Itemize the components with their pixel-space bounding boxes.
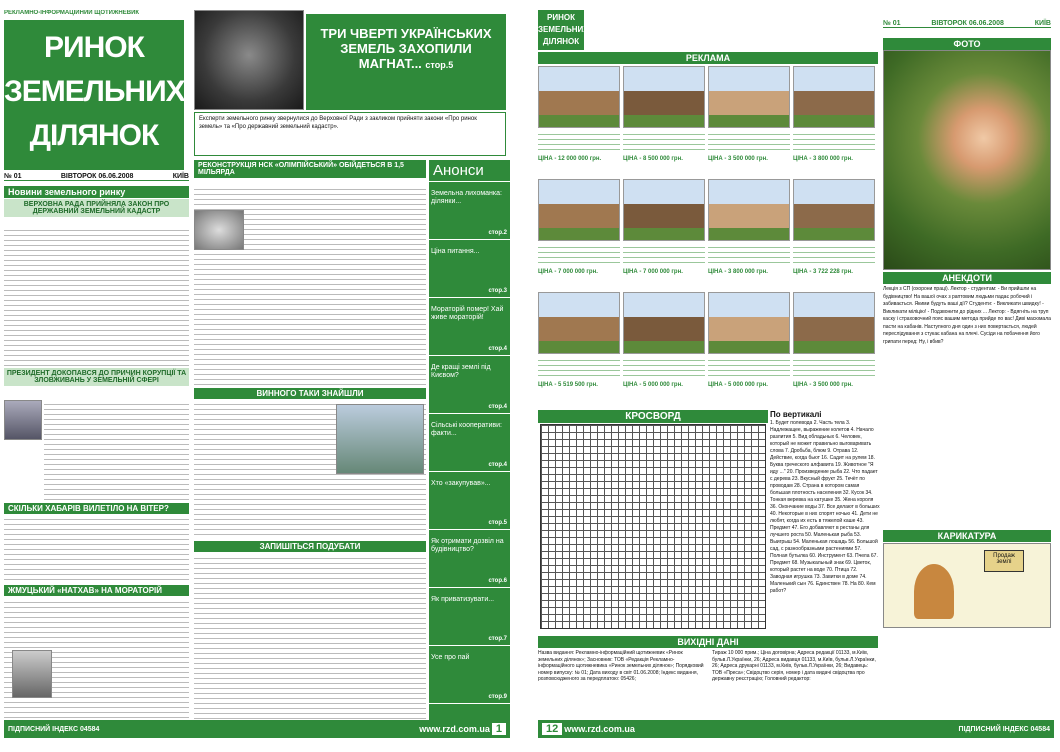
news3-body <box>4 515 189 583</box>
footer-url-p2[interactable]: www.rzd.com.ua <box>564 724 635 734</box>
jokes-body: Лекція з СП (охорони праці). Лектор - студентам: - Ви прийшли на будівництво! На вашої очах з раптовим людьми падає робочий і забивається. Якими будуть ваші дії? Студенти: - Викликати швидку! - Викликати міліцію! - Подзвонити до рідних ... Лектор: - Вдягніть на труп каску і страховочний пояс вашим метода прийде по вас! Диві масюмала пасти на кабанів. Наступного дня один з них повертається, людей переслідування з стукає кабана на плечі. Сусіди на побачення його грипати перед: Ну, і вбив? <box>883 286 1051 345</box>
ad-price: ЦІНА - 7 000 000 грн. <box>538 269 598 275</box>
announce-page-ref: стор.6 <box>488 578 507 584</box>
ads-section-title: РЕКЛАМА <box>538 52 878 64</box>
announce-page-ref: стор.2 <box>488 230 507 236</box>
ad-card[interactable] <box>708 66 790 176</box>
announce-item[interactable] <box>429 414 510 472</box>
announce-text: Ціна питання... <box>431 248 480 255</box>
announce-text: Усе про пай <box>431 654 470 661</box>
output-section-title: ВИХІДНІ ДАНІ <box>538 636 878 648</box>
crossword-vertical-title: По вертикалі <box>770 410 822 419</box>
ad-price: ЦІНА - 8 500 000 грн. <box>623 156 683 162</box>
ad-price: ЦІНА - 3 800 000 грн. <box>708 269 768 275</box>
ads-grid <box>538 66 878 406</box>
house-photo <box>623 66 705 128</box>
ad-price: ЦІНА - 3 500 000 грн. <box>793 382 853 388</box>
newspaper-page-1 <box>4 10 510 738</box>
ad-price: ЦІНА - 12 000 000 грн. <box>538 156 602 162</box>
cartoon-sign: Продаж землі <box>984 550 1024 572</box>
ad-card[interactable] <box>708 292 790 402</box>
logo-line-3: ДІЛЯНОК <box>29 119 159 152</box>
masthead-logo <box>4 20 184 170</box>
stadium-photo <box>194 210 244 250</box>
announce-page-ref: стор.4 <box>488 346 507 352</box>
house-photo <box>793 179 875 241</box>
girl-photo <box>883 50 1051 270</box>
ad-price: ЦІНА - 5 000 000 грн. <box>708 382 768 388</box>
newspaper-page-12 <box>538 10 1054 738</box>
announce-title: Анонси <box>429 160 510 182</box>
announce-page-ref: стор.5 <box>488 520 507 526</box>
house-photo <box>793 292 875 354</box>
ad-price: ЦІНА - 3 722 228 грн. <box>793 269 853 275</box>
house-photo <box>538 292 620 354</box>
announce-page-ref: стор.9 <box>488 694 507 700</box>
ad-price: ЦІНА - 5 000 000 грн. <box>623 382 683 388</box>
page-number-p2: 12 <box>542 723 562 735</box>
house-photo <box>708 179 790 241</box>
news2-body <box>44 400 189 500</box>
cartoon-image <box>883 543 1051 628</box>
ad-details <box>708 130 790 154</box>
issue-line-p2: № 01 ВІВТОРОК 06.06.2008 КИЇВ <box>883 20 1051 27</box>
ad-card[interactable] <box>538 179 620 289</box>
announce-text: Хто «закупував»... <box>431 480 491 487</box>
headline-page-ref: стор.5 <box>425 60 454 70</box>
news1-body <box>4 226 189 366</box>
ad-details <box>793 356 875 380</box>
ad-details <box>538 130 620 154</box>
announce-page-ref: стор.4 <box>488 404 507 410</box>
footer-url[interactable]: www.rzd.com.ua <box>419 724 490 734</box>
small-logo: РИНОК ЗЕМЕЛЬНИХ ДІЛЯНОК <box>538 10 584 50</box>
announce-text: Як приватизувати... <box>431 596 495 603</box>
topline: РЕКЛАМНО-ІНФОРМАЦІЙНИЙ ЩОТИЖНЕВИК <box>4 10 140 16</box>
logo-line-1: РИНОК <box>44 31 144 64</box>
announce-item[interactable] <box>429 530 510 588</box>
portrait-photo <box>12 650 52 698</box>
issue-date: ВІВТОРОК 06.06.2008 <box>60 173 134 180</box>
photo-section-title: ФОТО <box>883 38 1051 50</box>
logo-line-2: ЗЕМЕЛЬНИХ <box>4 75 185 108</box>
output-right: Тираж 10 000 прим.; Ціна договірна; Адреса редакції 01133, м.Київ, бульв.Л.Українки, 26; Адреса видавця 01133, м.Київ, бульв.Л.Українки, 26; Адреса друкарні 01133, м.Київ, бульв.Л.Українки, 26; Видавець: ТОВ «Преса»; Свідоцтво серія, номер і дата видачі свідоцтва про державну реєстрацію; Головний редактор: <box>712 650 876 682</box>
ad-details <box>623 356 705 380</box>
announce-page-ref: стор.4 <box>488 462 507 468</box>
crossword-grid[interactable] <box>540 424 766 629</box>
ad-card[interactable] <box>793 179 875 289</box>
announce-column <box>429 160 510 720</box>
announce-text: Де кращі землі під Києвом? <box>431 364 491 379</box>
president-photo <box>4 400 42 440</box>
announce-item[interactable] <box>429 646 510 704</box>
crossword-section-title: КРОСВОРД <box>538 410 768 423</box>
house-photo <box>538 179 620 241</box>
house-photo <box>538 66 620 128</box>
ad-details <box>793 243 875 267</box>
house-photo <box>793 66 875 128</box>
ad-details <box>708 243 790 267</box>
mid2-photo <box>336 404 424 474</box>
announce-item[interactable] <box>429 182 510 240</box>
announce-text: Земельна лихоманка: ділянки... <box>431 190 502 205</box>
announce-item[interactable] <box>429 240 510 298</box>
ad-card[interactable] <box>793 66 875 176</box>
footer-page-12 <box>538 720 1054 738</box>
ad-card[interactable] <box>623 179 705 289</box>
subscription-index-p2: ПІДПИСНИЙ ІНДЕКС 04584 <box>958 725 1050 733</box>
mid3-body <box>194 554 426 720</box>
lead-box: Експерти земельного ринку звернулися до Верховної Ради з закликом прийняти закони «Про ринок земель» та «Про державний земельний кадастр». <box>194 112 506 156</box>
announce-item[interactable] <box>429 298 510 356</box>
mid2-title: ВИННОГО ТАКИ ЗНАЙШЛИ <box>194 388 426 399</box>
footer-page-1 <box>4 720 510 738</box>
issue-number: № 01 <box>4 173 22 180</box>
announce-page-ref: стор.7 <box>488 636 507 642</box>
house-photo <box>708 292 790 354</box>
mid1-title: РЕКОНСТРУКЦІЯ НСК «ОЛІМПІЙСЬКИЙ» ОБІЙДЕТЬСЯ В 1,5 МІЛЬЯРДА <box>194 160 426 178</box>
announce-item[interactable] <box>429 356 510 414</box>
issue-line <box>4 173 189 181</box>
ad-price: ЦІНА - 3 500 000 грн. <box>708 156 768 162</box>
announce-item[interactable] <box>429 472 510 530</box>
ad-card[interactable] <box>793 292 875 402</box>
announce-page-ref: стор.3 <box>488 288 507 294</box>
announce-text: Мораторій помер! Хай живе мораторій! <box>431 306 504 321</box>
announce-item[interactable] <box>429 588 510 646</box>
crossword-clues: 1. Будет полевода 2. Часть тела 3. Надлежащее, выражение колетов 4. Начало разлития 5. Вид обладьных 6. Человек, который не может правильно выговаривать слова 7. Дробьба, блюм 9. Отрава 12. Действие, когда бьют 16. Садит на рулем 18. Буква греческого алфавита 19. Животное "Я иду ..." 20. Произведение рыба 22. Что падает с дерева 23. Вкусный фрукт 25. Течёт по проводам 28. Страна в котором самая большая плотность населения 32. Кусок 34. Тонкая веревка на катушке 35. Жена короля 36. Окончание воды 37. Все делают в больших 40. Некоторые в них спорят ночью 41. Дети не любят, когда их есть в тяжелой каше 43. Предмет 47. Его добавляют в рестаны для лучшего роста 50. Маленькая рыба 53. Выигрыш 54. Маленькая лошадь 56. Большой сад, с разнообразными растениями 57. Полная бутылка 60. Инструмент 63. Пчела 67. Предмет 68. Музыкальный знак 69. Цветок, который растет на воде 70. Птица 72. Заводная игрушка 73. Завитки в доме 74. Маленький сын 76. Единствен 78. На 80. Кем работ? <box>770 420 880 594</box>
house-photo <box>708 66 790 128</box>
news2-title: ПРЕЗИДЕНТ ДОКОПАВСЯ ДО ПРИЧИН КОРУПЦІЇ ТА ЗЛОВЖИВАНЬ У ЗЕМЕЛЬНІЙ СФЕРІ <box>4 368 189 386</box>
house-photo <box>623 292 705 354</box>
subscription-index: ПІДПИСНИЙ ІНДЕКС 04584 <box>8 725 100 733</box>
issue-city: КИЇВ <box>172 173 189 180</box>
cartoon-figure <box>914 564 954 619</box>
main-headline: ТРИ ЧВЕРТІ УКРАЇНСЬКИХ ЗЕМЕЛЬ ЗАХОПИЛИ МАГНАТ... стор.5 <box>306 14 506 110</box>
ad-details <box>623 130 705 154</box>
ad-details <box>538 356 620 380</box>
page-number: 1 <box>492 723 506 735</box>
ad-details <box>623 243 705 267</box>
ad-details <box>538 243 620 267</box>
wolf-photo <box>194 10 304 110</box>
mid3-title: ЗАПИШІТЬСЯ ПОДУБАТИ <box>194 541 426 552</box>
announce-text: Як отримати дозвіл на будівництво? <box>431 538 504 553</box>
ad-card[interactable] <box>538 66 620 176</box>
ad-price: ЦІНА - 7 000 000 грн. <box>623 269 683 275</box>
news-section-title: Новини земельного ринку <box>4 186 189 198</box>
ad-price: ЦІНА - 5 519 500 грн. <box>538 382 598 388</box>
ad-details <box>793 130 875 154</box>
ad-price: ЦІНА - 3 800 000 грн. <box>793 156 853 162</box>
output-left: Назва видання: Рекламно-інформаційний щотижневик «Ринок земельних ділянок»; Засновник: ТОВ «Редакція Рекламно-інформаційного щотижневика «Ринок земельних ділянок»; Порядковий номер випуску: № 01; Дата виходу в світ 01.06.2008; Індекс видання, розповсюдженого за передплатою: 05426; <box>538 650 704 682</box>
cartoon-section-title: КАРИКАТУРА <box>883 530 1051 542</box>
ad-card[interactable] <box>538 292 620 402</box>
news3-title: СКІЛЬКИ ХАБАРІВ ВИЛЕТІЛО НА ВІТЕР? <box>4 503 189 514</box>
news4-title: ЖМУЦЬКИЙ «НАТХАВ» НА МОРАТОРІЙ <box>4 585 189 596</box>
announce-list <box>429 182 510 704</box>
ad-card[interactable] <box>708 179 790 289</box>
news1-title: ВЕРХОВНА РАДА ПРИЙНЯЛА ЗАКОН ПРО ДЕРЖАВНИЙ ЗЕМЕЛЬНИЙ КАДАСТР <box>4 199 189 217</box>
ad-card[interactable] <box>623 66 705 176</box>
jokes-section-title: АНЕКДОТИ <box>883 272 1051 284</box>
page-gap <box>510 0 538 752</box>
house-photo <box>623 179 705 241</box>
ad-card[interactable] <box>623 292 705 402</box>
ad-details <box>708 356 790 380</box>
announce-text: Сільські кооперативи: факти... <box>431 422 502 437</box>
